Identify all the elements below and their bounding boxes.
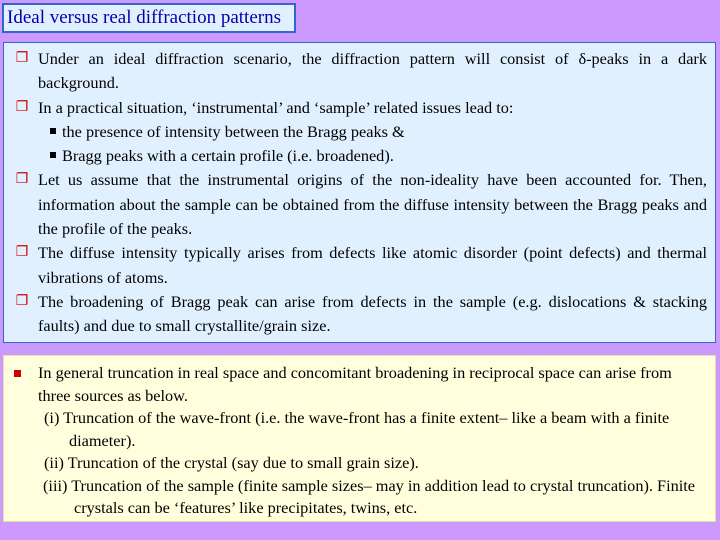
subitem-text: Bragg peaks with a certain profile (i.e. broadened). <box>62 146 394 166</box>
checkbox-bullet-icon: ❐ <box>15 245 29 261</box>
item-text: Under an ideal diffraction scenario, the diffraction pattern will consist of δ-peaks in a dark background. <box>38 49 707 93</box>
list-item <box>10 168 707 241</box>
key-points-panel <box>3 42 716 343</box>
square-bullet-icon <box>14 370 21 377</box>
cause-item: (ii) Truncation of the crystal (say due to small grain size). <box>44 453 419 472</box>
list-item <box>10 241 707 290</box>
item-text: The diffuse intensity typically arises from defects like atomic disorder (point defects) and thermal vibrations of atoms. <box>38 243 707 287</box>
item-text: Let us assume that the instrumental origins of the non-ideality have been accounted for. Then, information about the sample can be obtained from the diffuse intensity between the Bragg peaks and the profile of the peaks. <box>38 170 707 239</box>
square-bullet-icon <box>50 128 56 134</box>
checkbox-bullet-icon: ❐ <box>15 99 29 115</box>
list-item <box>10 96 707 120</box>
item-text: The broadening of Bragg peak can arise from defects in the sample (e.g. dislocations & stacking faults) and due to small crystallite/grain size. <box>38 291 707 336</box>
square-bullet-icon <box>50 152 56 158</box>
slide-title: Ideal versus real diffraction patterns <box>2 3 296 33</box>
list-item <box>10 362 707 407</box>
cause-item: (i) Truncation of the wave-front (i.e. the wave-front has a finite extent– like a beam with a finite diameter). <box>44 408 670 450</box>
list-item <box>10 290 707 339</box>
checkbox-bullet-icon: ❐ <box>15 172 29 188</box>
subitem-text: the presence of intensity between the Bragg peaks & <box>62 121 405 141</box>
cause-item: (iii) Truncation of the sample (finite sample sizes– may in addition lead to crystal truncation). Finite crystals can be ‘features’ like precipitates, twins, etc. <box>43 475 696 517</box>
intro-text: In general truncation in real space and concomitant broadening in reciprocal space can arise from three sources as below. <box>38 363 672 405</box>
checkbox-bullet-icon: ❐ <box>15 51 29 66</box>
sub-list-item <box>10 120 707 144</box>
sub-list-item <box>10 144 707 168</box>
checkbox-bullet-icon: ❐ <box>15 293 29 309</box>
item-text: In a practical situation, ‘instrumental’ and ‘sample’ related issues lead to: <box>38 97 514 117</box>
list-item <box>10 47 707 96</box>
truncation-panel <box>3 355 716 522</box>
